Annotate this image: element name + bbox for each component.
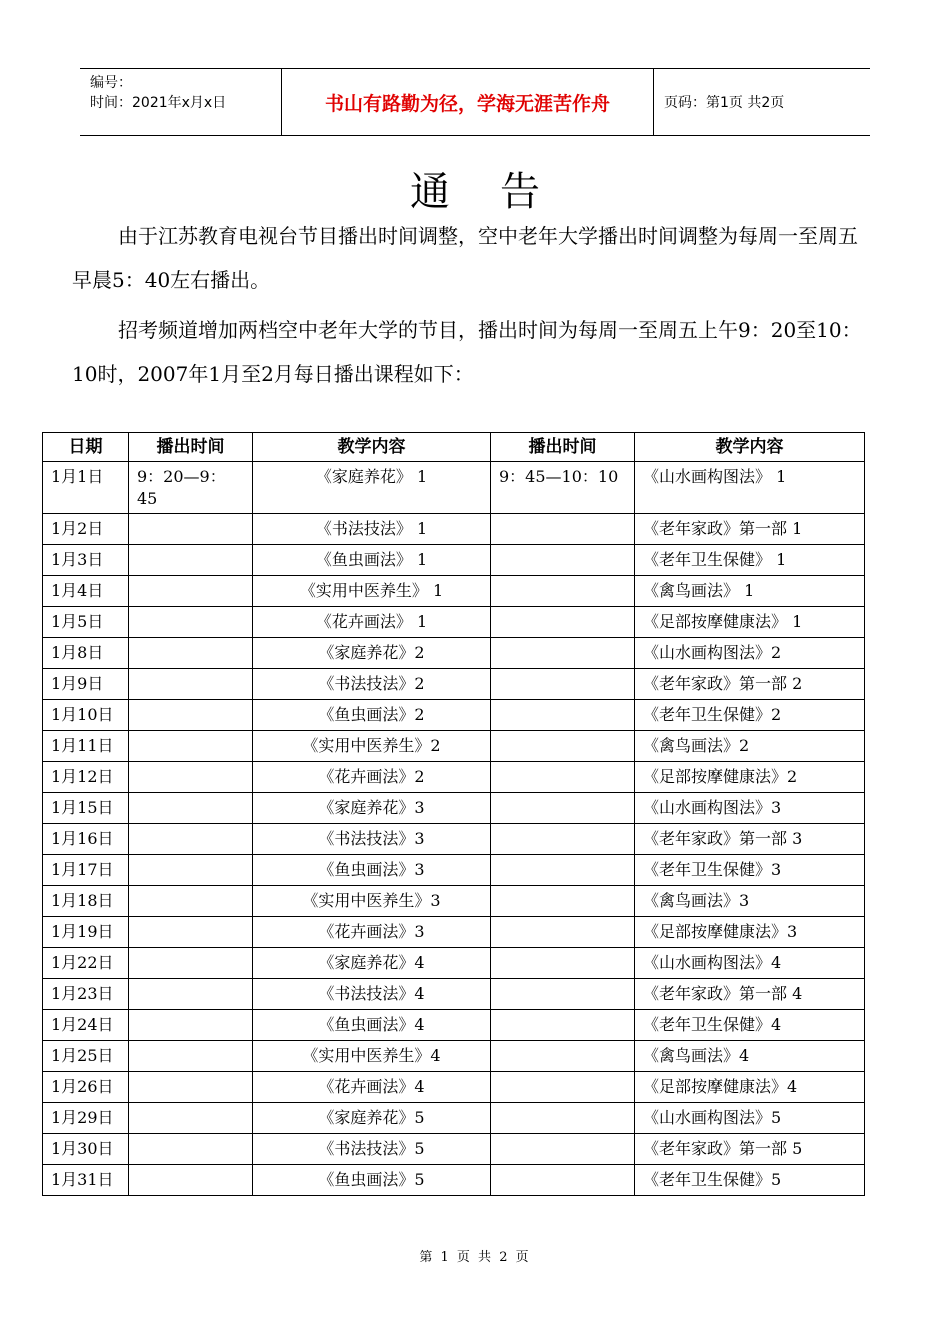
cell-date: 1月2日 (43, 514, 129, 545)
cell-time1 (129, 1134, 253, 1165)
cell-time2 (491, 607, 635, 638)
cell-time2 (491, 700, 635, 731)
table-row (43, 1134, 865, 1165)
number-label: 编号： (90, 75, 132, 91)
cell-prog1: 《家庭养花》5 (253, 1103, 491, 1134)
cell-prog1: 《家庭养花》2 (253, 638, 491, 669)
cell-time2 (491, 1165, 635, 1196)
cell-prog1: 《实用中医养生》3 (253, 886, 491, 917)
cell-prog1: 《实用中医养生》 1 (253, 576, 491, 607)
cell-prog2: 《老年卫生保健》2 (635, 700, 865, 731)
cell-time1 (129, 762, 253, 793)
cell-time1 (129, 669, 253, 700)
cell-prog2: 《老年家政》第一部 2 (635, 669, 865, 700)
cell-prog1: 《鱼虫画法》4 (253, 1010, 491, 1041)
cell-prog2: 《山水画构图法》4 (635, 948, 865, 979)
table-row (43, 948, 865, 979)
header-time1: 播出时间 (129, 433, 253, 462)
cell-prog1: 《花卉画法》3 (253, 917, 491, 948)
cell-time1 (129, 1072, 253, 1103)
cell-date: 1月23日 (43, 979, 129, 1010)
paragraph-new-programs: 招考频道增加两档空中老年大学的节目，播出时间为每周一至周五上午9：20至10：10时，2007年1月至2月每日播出课程如下： (72, 318, 862, 386)
cell-prog1: 《家庭养花》3 (253, 793, 491, 824)
table-row (43, 700, 865, 731)
table-row (43, 1072, 865, 1103)
cell-prog1: 《家庭养花》 1 (253, 462, 491, 514)
cell-date: 1月3日 (43, 545, 129, 576)
cell-time1 (129, 793, 253, 824)
table-row (43, 462, 865, 514)
header-meta (80, 69, 282, 135)
cell-date: 1月10日 (43, 700, 129, 731)
table-row (43, 669, 865, 700)
cell-prog2: 《禽鸟画法》4 (635, 1041, 865, 1072)
cell-prog2: 《禽鸟画法》 1 (635, 576, 865, 607)
cell-prog1: 《花卉画法》4 (253, 1072, 491, 1103)
cell-time2 (491, 514, 635, 545)
cell-prog2: 《足部按摩健康法》 1 (635, 607, 865, 638)
cell-time2 (491, 1041, 635, 1072)
cell-time1 (129, 855, 253, 886)
cell-date: 1月22日 (43, 948, 129, 979)
cell-prog2: 《山水画构图法》3 (635, 793, 865, 824)
cell-date: 1月9日 (43, 669, 129, 700)
table-row (43, 979, 865, 1010)
page-footer: 第 1 页 共 2 页 (419, 1250, 531, 1265)
document-header (80, 68, 870, 136)
cell-time1 (129, 917, 253, 948)
header-date: 日期 (43, 433, 129, 462)
cell-prog2: 《老年家政》第一部 4 (635, 979, 865, 1010)
cell-time1 (129, 979, 253, 1010)
cell-prog2: 《禽鸟画法》2 (635, 731, 865, 762)
schedule-body (43, 462, 865, 1196)
cell-date: 1月26日 (43, 1072, 129, 1103)
cell-date: 1月29日 (43, 1103, 129, 1134)
cell-prog1: 《鱼虫画法》3 (253, 855, 491, 886)
cell-date: 1月8日 (43, 638, 129, 669)
cell-time1 (129, 700, 253, 731)
cell-date: 1月30日 (43, 1134, 129, 1165)
cell-prog2: 《山水画构图法》 1 (635, 462, 865, 514)
cell-prog2: 《山水画构图法》5 (635, 1103, 865, 1134)
cell-time1 (129, 514, 253, 545)
cell-prog2: 《老年卫生保健》 1 (635, 545, 865, 576)
schedule-table (42, 432, 865, 1196)
cell-time1 (129, 638, 253, 669)
table-header-row (43, 433, 865, 462)
cell-prog2: 《足部按摩健康法》4 (635, 1072, 865, 1103)
cell-prog1: 《书法技法》2 (253, 669, 491, 700)
table-row (43, 576, 865, 607)
paragraph-schedule-change: 由于江苏教育电视台节目播出时间调整，空中老年大学播出时间调整为每周一至周五早晨5：40左右播出。 (72, 224, 858, 292)
cell-date: 1月17日 (43, 855, 129, 886)
cell-prog1: 《书法技法》3 (253, 824, 491, 855)
cell-date: 1月1日 (43, 462, 129, 514)
cell-time2 (491, 917, 635, 948)
cell-time1 (129, 545, 253, 576)
table-row (43, 514, 865, 545)
cell-time1 (129, 731, 253, 762)
cell-time2 (491, 576, 635, 607)
cell-prog2: 《足部按摩健康法》2 (635, 762, 865, 793)
cell-date: 1月11日 (43, 731, 129, 762)
cell-prog2: 《禽鸟画法》3 (635, 886, 865, 917)
cell-prog2: 《足部按摩健康法》3 (635, 917, 865, 948)
cell-time2 (491, 886, 635, 917)
table-row (43, 607, 865, 638)
cell-time2 (491, 855, 635, 886)
cell-prog1: 《鱼虫画法》 1 (253, 545, 491, 576)
table-row (43, 545, 865, 576)
cell-prog1: 《花卉画法》 1 (253, 607, 491, 638)
page-info: 页码：第1页 共2页 (664, 95, 785, 111)
cell-date: 1月18日 (43, 886, 129, 917)
table-row (43, 824, 865, 855)
cell-prog1: 《实用中医养生》2 (253, 731, 491, 762)
header-prog1: 教学内容 (253, 433, 491, 462)
table-row (43, 731, 865, 762)
date-line: 时间：2021年x月x日 (90, 95, 227, 111)
cell-date: 1月12日 (43, 762, 129, 793)
cell-prog1: 《书法技法》4 (253, 979, 491, 1010)
cell-date: 1月16日 (43, 824, 129, 855)
cell-prog1: 《实用中医养生》4 (253, 1041, 491, 1072)
cell-date: 1月31日 (43, 1165, 129, 1196)
cell-prog2: 《老年家政》第一部 5 (635, 1134, 865, 1165)
table-row (43, 917, 865, 948)
header-prog2: 教学内容 (635, 433, 865, 462)
table-row (43, 1165, 865, 1196)
cell-time2 (491, 793, 635, 824)
cell-prog2: 《老年卫生保健》4 (635, 1010, 865, 1041)
cell-time2 (491, 1010, 635, 1041)
cell-prog1: 《鱼虫画法》2 (253, 700, 491, 731)
header-time2: 播出时间 (491, 433, 635, 462)
cell-time2 (491, 948, 635, 979)
cell-prog2: 《山水画构图法》2 (635, 638, 865, 669)
cell-time1 (129, 1041, 253, 1072)
cell-time1 (129, 607, 253, 638)
table-row (43, 1010, 865, 1041)
cell-prog1: 《花卉画法》2 (253, 762, 491, 793)
cell-time2 (491, 545, 635, 576)
cell-time2 (491, 979, 635, 1010)
header-motto: 书山有路勤为径，学海无涯苦作舟 (282, 69, 654, 135)
cell-time2 (491, 1134, 635, 1165)
table-row (43, 638, 865, 669)
table-row (43, 793, 865, 824)
cell-prog1: 《家庭养花》4 (253, 948, 491, 979)
cell-time1 (129, 1165, 253, 1196)
cell-prog2: 《老年卫生保健》5 (635, 1165, 865, 1196)
cell-prog1: 《书法技法》5 (253, 1134, 491, 1165)
cell-time1: 9：20—9：45 (129, 462, 253, 514)
cell-time2 (491, 669, 635, 700)
cell-prog2: 《老年家政》第一部 1 (635, 514, 865, 545)
cell-time1 (129, 948, 253, 979)
cell-date: 1月4日 (43, 576, 129, 607)
cell-time1 (129, 576, 253, 607)
table-row (43, 886, 865, 917)
cell-prog2: 《老年卫生保健》3 (635, 855, 865, 886)
cell-time2 (491, 762, 635, 793)
cell-time2 (491, 1103, 635, 1134)
table-row (43, 855, 865, 886)
cell-prog1: 《书法技法》 1 (253, 514, 491, 545)
cell-date: 1月15日 (43, 793, 129, 824)
cell-date: 1月19日 (43, 917, 129, 948)
table-row (43, 762, 865, 793)
page-title: 通告 (410, 169, 590, 215)
cell-time2 (491, 824, 635, 855)
cell-time2 (491, 731, 635, 762)
cell-date: 1月24日 (43, 1010, 129, 1041)
cell-time1 (129, 824, 253, 855)
cell-date: 1月25日 (43, 1041, 129, 1072)
table-row (43, 1103, 865, 1134)
cell-time2 (491, 1072, 635, 1103)
cell-time1 (129, 1103, 253, 1134)
cell-prog2: 《老年家政》第一部 3 (635, 824, 865, 855)
table-row (43, 1041, 865, 1072)
cell-prog1: 《鱼虫画法》5 (253, 1165, 491, 1196)
cell-time2 (491, 638, 635, 669)
cell-time1 (129, 1010, 253, 1041)
cell-time2: 9：45—10：10 (491, 462, 635, 514)
cell-date: 1月5日 (43, 607, 129, 638)
cell-time1 (129, 886, 253, 917)
